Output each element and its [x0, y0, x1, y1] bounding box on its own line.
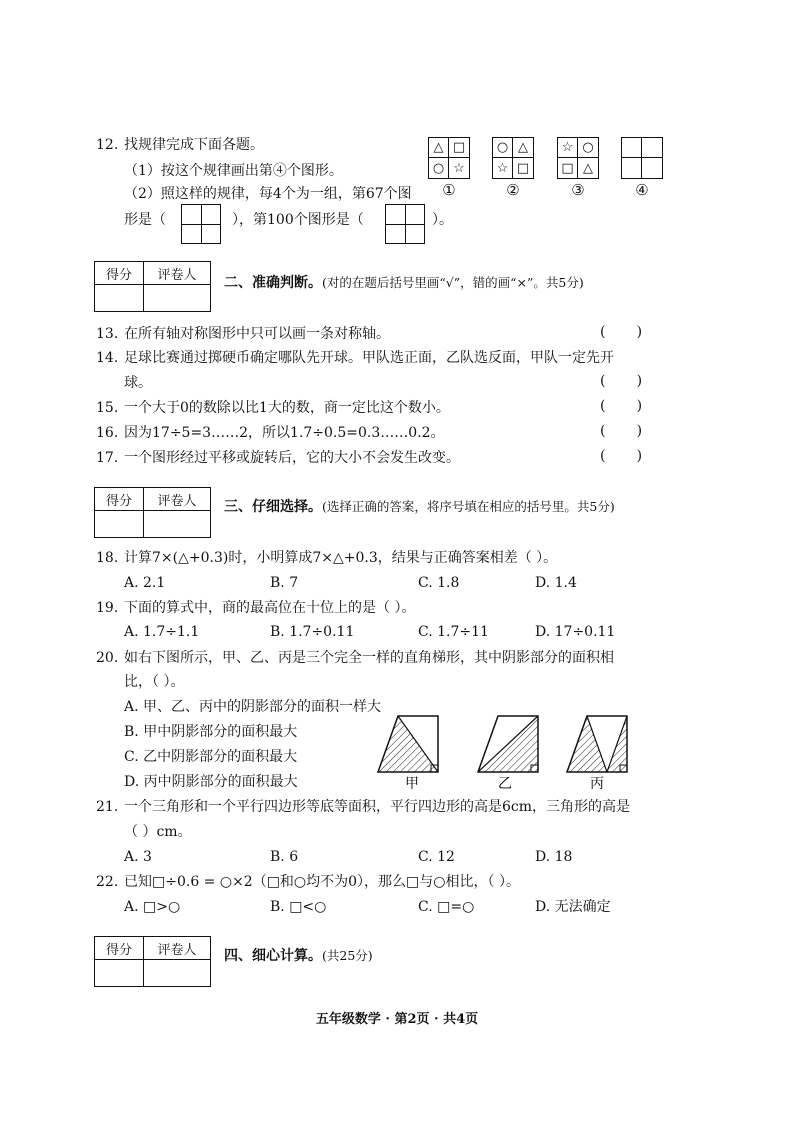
- grader-label: 评卷人: [144, 937, 211, 960]
- score-label: 得分: [95, 488, 144, 511]
- pattern-figure-2: [492, 137, 534, 179]
- score-cell[interactable]: [95, 285, 144, 312]
- q21-option-b[interactable]: B. 6: [270, 849, 299, 865]
- q15-text: 一个大于0的数除以比1大的数，商一定比这个数小。: [124, 400, 450, 416]
- q15-number: 15.: [96, 400, 119, 416]
- q17-answer-paren[interactable]: ( ): [600, 448, 643, 464]
- section-2-note: (对的在题后括号里画“√”，错的画“×”。共5分): [322, 275, 584, 290]
- score-cell[interactable]: [95, 511, 144, 538]
- answer-grid-100[interactable]: [385, 204, 425, 244]
- pattern-label-4: ④: [635, 181, 649, 199]
- pattern-figure-4-blank[interactable]: [621, 137, 663, 179]
- q17-number: 17.: [96, 450, 119, 466]
- q18-option-a[interactable]: A. 2.1: [124, 575, 166, 591]
- q12-sub2: （2）照这样的规律，每4个为一组，第67个图: [124, 186, 412, 202]
- q13-answer-paren[interactable]: ( ): [600, 324, 643, 340]
- trapezoid-jia: [378, 716, 438, 772]
- q22-option-c[interactable]: C. □=○: [418, 899, 475, 915]
- q18-option-c[interactable]: C. 1.8: [418, 575, 460, 591]
- q17-text: 一个图形经过平移或旋转后，它的大小不会发生改变。: [124, 450, 460, 466]
- pattern-label-3: ③: [571, 181, 585, 199]
- q19-text: 下面的算式中，商的最高位在十位上的是（ ）。: [124, 600, 416, 616]
- triangle-icon: △: [513, 138, 533, 158]
- section-3-title: 三、仔细选择。: [224, 499, 322, 515]
- q22-text: 已知□÷0.6 = ○×2（□和○均不为0），那么□与○相比，（ ）。: [124, 874, 520, 890]
- q21-text: 一个三角形和一个平行四边形等底等面积，平行四边形的高是6cm，三角形的高是: [124, 799, 631, 815]
- q12-title: 找规律完成下面各题。: [124, 137, 264, 153]
- q20-option-c[interactable]: C. 乙中阴影部分的面积最大: [124, 749, 298, 765]
- q14-number: 14.: [96, 350, 119, 366]
- section-4-title: 四、细心计算。: [224, 948, 322, 964]
- answer-grid-67[interactable]: [181, 204, 221, 244]
- q21-number: 21.: [96, 799, 119, 815]
- q12-sub2b-c: ）。: [432, 212, 453, 228]
- star-icon: ☆: [493, 158, 513, 178]
- q20-text-cont: 比，（ ）。: [124, 674, 185, 690]
- triangle-icon: △: [583, 160, 593, 176]
- score-table-3: [94, 487, 211, 538]
- q19-option-b[interactable]: B. 1.7÷0.11: [270, 624, 355, 640]
- trapezoid-figures: [375, 712, 665, 792]
- score-table-2: [94, 261, 211, 312]
- pattern-label-1: ①: [442, 181, 456, 199]
- q20-option-b[interactable]: B. 甲中阴影部分的面积最大: [124, 724, 298, 740]
- q15-answer-paren[interactable]: ( ): [600, 398, 643, 414]
- score-label: 得分: [95, 937, 144, 960]
- q13-number: 13.: [96, 326, 119, 342]
- q16-number: 16.: [96, 425, 119, 441]
- section-2-title: 二、准确判断。: [224, 275, 322, 291]
- bing-shaded-left: [567, 716, 607, 772]
- page-footer: 五年级数学 · 第2页 · 共4页: [315, 1012, 479, 1027]
- grader-label: 评卷人: [144, 262, 211, 285]
- pattern-figure-1: [428, 137, 470, 179]
- section-3-note: (选择正确的答案，将序号填在相应的括号里。共5分): [322, 499, 615, 514]
- q21-text-cont: （ ）cm。: [124, 824, 192, 840]
- square-icon: □: [558, 158, 578, 178]
- q16-text: 因为17÷5=3……2，所以1.7÷0.5=0.3……0.2。: [124, 425, 445, 441]
- pattern-label-2: ②: [506, 181, 520, 199]
- circle-icon: ○: [578, 138, 598, 158]
- q19-option-c[interactable]: C. 1.7÷11: [418, 624, 489, 640]
- q14-text-cont: 球。: [124, 375, 152, 391]
- q19-number: 19.: [96, 600, 119, 616]
- score-cell[interactable]: [95, 960, 144, 987]
- square-icon: □: [449, 138, 469, 158]
- square-icon: □: [516, 160, 530, 176]
- q22-option-a[interactable]: A. □>○: [124, 899, 181, 915]
- q21-option-c[interactable]: C. 12: [418, 849, 455, 865]
- q14-answer-paren[interactable]: ( ): [600, 373, 643, 389]
- q22-number: 22.: [96, 874, 119, 890]
- circle-icon: ○: [493, 138, 513, 158]
- q18-option-b[interactable]: B. 7: [270, 575, 299, 591]
- grader-cell[interactable]: [144, 285, 211, 312]
- label-yi: 乙: [498, 776, 512, 792]
- q13-text: 在所有轴对称图形中只可以画一条对称轴。: [124, 326, 390, 342]
- q22-option-b[interactable]: B. □<○: [270, 899, 327, 915]
- circle-icon: ○: [429, 158, 449, 178]
- q18-number: 18.: [96, 550, 119, 566]
- q18-option-d[interactable]: D. 1.4: [535, 575, 577, 591]
- q12-sub2b-a: 形是（: [124, 212, 166, 228]
- trapezoid-bing: [567, 716, 627, 772]
- triangle-icon: △: [429, 138, 449, 158]
- q22-option-d[interactable]: D. 无法确定: [535, 899, 611, 915]
- q20-option-a[interactable]: A. 甲、乙、丙中的阴影部分的面积一样大: [124, 699, 382, 715]
- q20-number: 20.: [96, 650, 119, 666]
- pattern-figure-3: [557, 137, 599, 179]
- grader-label: 评卷人: [144, 488, 211, 511]
- star-icon: ☆: [558, 138, 578, 158]
- q18-text: 计算7×(△+0.3)时，小明算成7×△+0.3，结果与正确答案相差（ ）。: [124, 550, 558, 566]
- label-jia: 甲: [405, 776, 419, 792]
- q19-option-d[interactable]: D. 17÷0.11: [535, 624, 616, 640]
- q12-sub2b-b: ），第100个图形是（: [232, 212, 364, 228]
- jia-shaded-triangle: [378, 716, 438, 772]
- grader-cell[interactable]: [144, 960, 211, 987]
- section-4-note: (共25分): [322, 948, 373, 963]
- section-4-heading: [224, 946, 373, 966]
- q12-number: 12.: [96, 137, 119, 153]
- grader-cell[interactable]: [144, 511, 211, 538]
- section-2-heading: [224, 273, 584, 293]
- q14-text: 足球比赛通过掷硬币确定哪队先开球。甲队选正面，乙队选反面，甲队一定先开: [124, 350, 614, 366]
- q21-option-d[interactable]: D. 18: [535, 849, 573, 865]
- label-bing: 丙: [590, 776, 604, 792]
- trapezoid-yi: [478, 716, 538, 772]
- q20-option-d[interactable]: D. 丙中阴影部分的面积最大: [124, 774, 298, 790]
- q20-text: 如右下图所示，甲、乙、丙是三个完全一样的直角梯形，其中阴影部分的面积相: [124, 650, 614, 666]
- q21-option-a[interactable]: A. 3: [124, 849, 152, 865]
- q19-option-a[interactable]: A. 1.7÷1.1: [124, 624, 200, 640]
- score-table-4: [94, 936, 211, 987]
- q16-answer-paren[interactable]: ( ): [600, 423, 643, 439]
- star-icon: ☆: [453, 160, 465, 176]
- q12-sub1: （1）按这个规律画出第④个图形。: [124, 163, 343, 179]
- score-label: 得分: [95, 262, 144, 285]
- section-3-heading: [224, 497, 615, 517]
